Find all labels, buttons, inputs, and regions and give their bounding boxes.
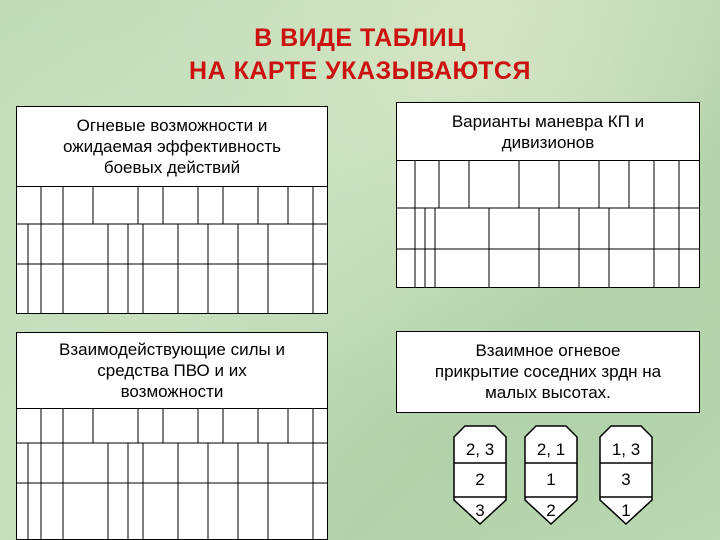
cover-group-1-mid: 2 bbox=[475, 470, 485, 489]
slide-title-line-2: НА КАРТЕ УКАЗЫВАЮТСЯ bbox=[189, 57, 531, 85]
cover-group-3-top: 1, 3 bbox=[611, 440, 641, 459]
maneuver-options-grid bbox=[397, 161, 699, 287]
pvo-header-line-2: средства ПВО и их bbox=[97, 361, 247, 380]
cover-header-line-2: прикрытие соседних зрдн на bbox=[434, 362, 662, 381]
cover-group-1-top: 2, 3 bbox=[465, 440, 495, 459]
maneuver-options-table bbox=[396, 102, 700, 288]
maneuver-options-header bbox=[397, 103, 699, 161]
cover-group-1 bbox=[453, 425, 507, 525]
cover-group-3 bbox=[599, 425, 653, 525]
cover-group-2 bbox=[524, 425, 578, 525]
cover-group-3-bottom: 1 bbox=[621, 501, 631, 520]
mutual-cover-box bbox=[396, 331, 700, 413]
cover-header-line-3: малых высотах. bbox=[485, 383, 611, 402]
fire-capabilities-grid bbox=[17, 187, 327, 313]
maneuver-header-line-2: дивизионов bbox=[501, 133, 595, 152]
pvo-forces-table bbox=[16, 332, 328, 540]
cover-group-3-mid: 3 bbox=[621, 470, 631, 489]
maneuver-header-line-1: Варианты маневра КП и bbox=[451, 112, 645, 131]
mutual-cover-header bbox=[397, 332, 699, 412]
pvo-header-line-1: Взаимодействующие силы и bbox=[59, 340, 285, 359]
cover-group-1-bottom: 3 bbox=[475, 501, 485, 520]
fire-header-line-1: Огневые возможности и bbox=[76, 116, 268, 135]
slide-title bbox=[0, 22, 720, 88]
fire-capabilities-header bbox=[17, 107, 327, 187]
pvo-forces-header bbox=[17, 333, 327, 409]
fire-header-line-2: ожидаемая эффективность bbox=[62, 137, 282, 156]
cover-group-2-bottom: 2 bbox=[546, 501, 556, 520]
cover-group-2-top: 2, 1 bbox=[536, 440, 566, 459]
pvo-forces-grid bbox=[17, 409, 327, 539]
pvo-header-line-3: возможности bbox=[120, 382, 224, 401]
slide-title-line-1: В ВИДЕ ТАБЛИЦ bbox=[254, 24, 466, 52]
fire-header-line-3: боевых действий bbox=[103, 158, 241, 177]
fire-capabilities-table bbox=[16, 106, 328, 314]
cover-group-2-mid: 1 bbox=[546, 470, 556, 489]
cover-header-line-1: Взаимное огневое bbox=[475, 341, 621, 360]
